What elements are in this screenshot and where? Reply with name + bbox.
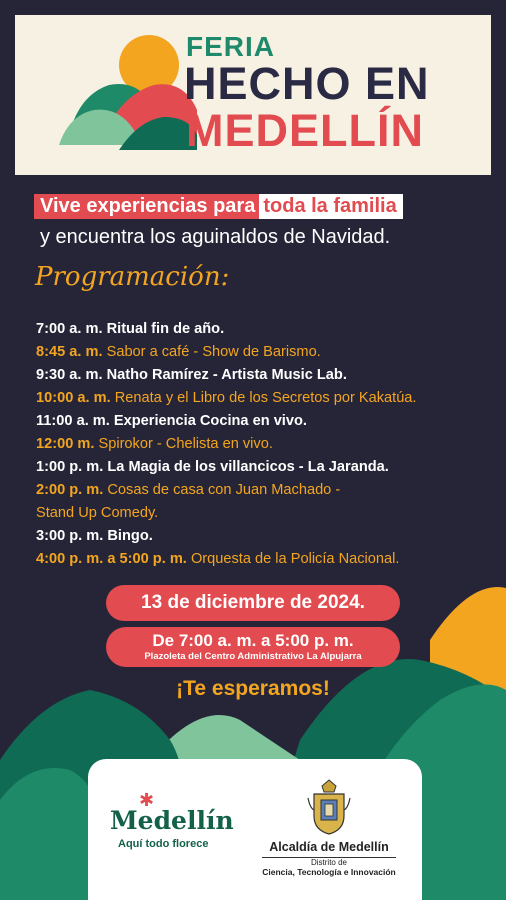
- schedule-time: 10:00 a. m.: [36, 390, 111, 406]
- schedule-time: 4:00 p. m. a 5:00 p. m.: [36, 551, 187, 567]
- schedule-row: [36, 387, 496, 410]
- schedule-activity: Sabor a café - Show de Barismo.: [106, 344, 321, 360]
- mountains-sun-logo-icon: [59, 25, 199, 155]
- schedule-activity: Cosas de casa con Juan Machado -: [107, 482, 341, 498]
- schedule-row: [36, 456, 496, 479]
- schedule-list: [36, 318, 496, 571]
- tagline-highlight-red: Vive experiencias para: [34, 194, 259, 219]
- schedule-row: [36, 364, 496, 387]
- alcaldia-subtitle: Ciencia, Tecnología e Innovación: [262, 867, 396, 877]
- schedule-activity: Renata y el Libro de los Secretos por Kakatúa.: [114, 390, 417, 406]
- schedule-time: 1:00 p. m.: [36, 459, 104, 475]
- schedule-row-continuation: [36, 502, 496, 525]
- alcaldia-name: Alcaldía de Medellín: [269, 840, 389, 854]
- schedule-activity: Experiencia Cocina en vivo.: [113, 413, 307, 429]
- schedule-row: [36, 410, 496, 433]
- event-hours: De 7:00 a. m. a 5:00 p. m.: [152, 631, 354, 650]
- schedule-time: 12:00 m.: [36, 436, 95, 452]
- schedule-row: [36, 433, 496, 456]
- schedule-activity: Natho Ramírez - Artista Music Lab.: [106, 367, 347, 383]
- event-venue: Plazoleta del Centro Administrativo La Alpujarra: [144, 651, 362, 662]
- tagline-secondary: y encuentra los aguinaldos de Navidad.: [40, 226, 391, 248]
- title-hecho-en: HECHO EN: [184, 58, 430, 109]
- medellin-slogan: Aquí todo florece: [118, 838, 209, 850]
- schedule-row: [36, 548, 496, 571]
- schedule-activity: La Magia de los villancicos - La Jaranda.: [107, 459, 389, 475]
- schedule-activity: Stand Up Comedy.: [36, 505, 159, 521]
- event-date-pill: 13 de diciembre de 2024.: [106, 585, 400, 621]
- program-heading: Programación:: [35, 262, 230, 292]
- closing-message: ¡Te esperamos!: [176, 677, 330, 700]
- flower-icon: ✱: [139, 790, 155, 810]
- schedule-row: [36, 318, 496, 341]
- alcaldia-district: Distrito de: [310, 858, 347, 867]
- event-hours-pill: [106, 627, 400, 667]
- tagline-highlight-white: toda la familia: [259, 194, 402, 219]
- title-feria: FERIA: [186, 31, 275, 62]
- medellin-logo-text: Medellín: [110, 806, 234, 835]
- schedule-activity: Bingo.: [107, 528, 153, 544]
- schedule-row: [36, 341, 496, 364]
- title-medellin: MEDELLÍN: [186, 105, 424, 156]
- schedule-time: 8:45 a. m.: [36, 344, 103, 360]
- schedule-time: 11:00 a. m.: [36, 413, 110, 429]
- schedule-activity: Orquesta de la Policía Nacional.: [190, 551, 400, 567]
- schedule-time: 9:30 a. m.: [36, 367, 103, 383]
- schedule-time: 2:00 p. m.: [36, 482, 104, 498]
- schedule-time: 7:00 a. m.: [36, 321, 103, 337]
- schedule-activity: Spirokor - Chelista en vivo.: [98, 436, 273, 452]
- tagline-primary: [34, 193, 403, 219]
- schedule-time: 3:00 p. m.: [36, 528, 104, 544]
- schedule-row: [36, 479, 496, 502]
- schedule-activity: Ritual fin de año.: [106, 321, 225, 337]
- schedule-row: [36, 525, 496, 548]
- coat-of-arms-icon: [306, 778, 352, 836]
